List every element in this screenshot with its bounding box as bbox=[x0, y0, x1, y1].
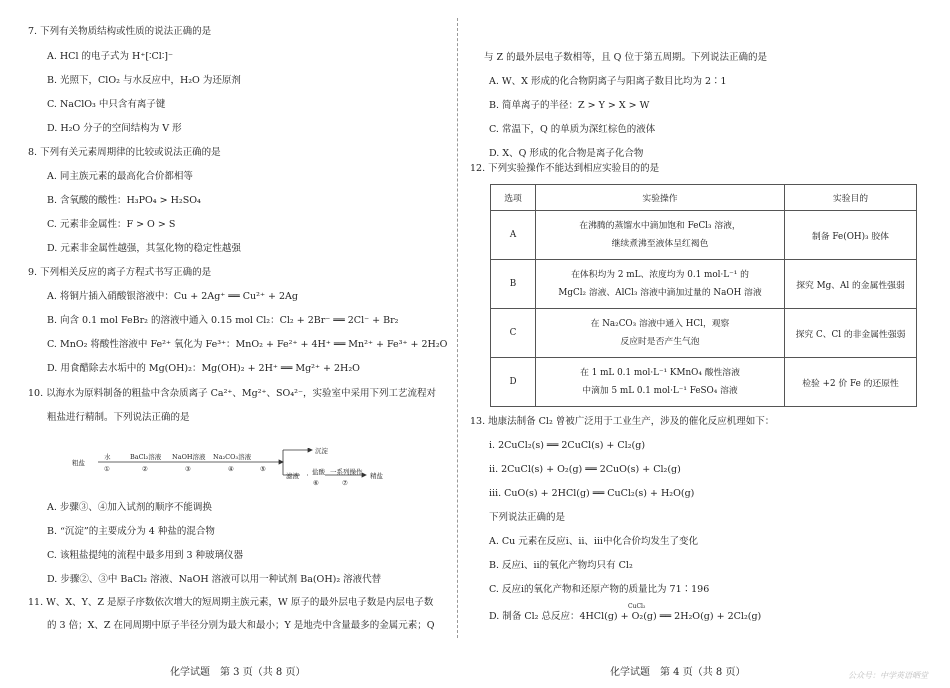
table-cell-goal: 制备 Fe(OH)₃ 胶体 bbox=[785, 211, 917, 260]
q13-option-b: B. 反应ⅰ、ⅱ的氧化产物均只有 Cl₂ bbox=[489, 560, 633, 571]
table-cell-option: C bbox=[491, 309, 536, 358]
flow-step1-reagent: 水 bbox=[104, 453, 111, 461]
flow-filtrate: 滤液 bbox=[286, 472, 299, 480]
flow-step4-reagent: Na₂CO₃溶液 bbox=[213, 453, 252, 461]
q12-table bbox=[490, 184, 917, 407]
q9-stem: 9. 下列相关反应的离子方程式书写正确的是 bbox=[28, 267, 212, 278]
q7-option-d: D. H₂O 分子的空间结构为 V 形 bbox=[47, 123, 182, 134]
table-row bbox=[491, 309, 917, 358]
table-cell-operation bbox=[536, 211, 785, 260]
q11-option-d: D. X、Q 形成的化合物是离子化合物 bbox=[489, 148, 644, 159]
q10-stem-line1: 10. 以海水为原料制备的粗盐中含杂质离子 Ca²⁺、Mg²⁺、SO₄²⁻，实验室中采用下列工艺流程对 bbox=[28, 388, 436, 399]
operation-line: 在体积均为 2 mL、浓度均为 0.1 mol·L⁻¹ 的 bbox=[571, 270, 749, 280]
q13-option-a: A. Cu 元素在反应ⅰ、ⅱ、ⅲ中化合价均发生了变化 bbox=[489, 536, 699, 547]
table-header-row bbox=[491, 185, 917, 211]
q13-question: 下列说法正确的是 bbox=[489, 512, 566, 523]
q11-option-a: A. W、X 形成的化合物阴离子与阳离子数目比均为 2∶1 bbox=[489, 76, 727, 87]
table-row bbox=[491, 260, 917, 309]
flow-step3-reagent: NaOH溶液 bbox=[172, 453, 206, 461]
q10-flow-chart bbox=[72, 448, 402, 486]
flow-start: 粗盐 bbox=[72, 459, 85, 467]
q10-stem-line2: 粗盐进行精制。下列说法正确的是 bbox=[47, 412, 190, 423]
q12-stem: 12. 下列实验操作不能达到相应实验目的的是 bbox=[470, 163, 660, 174]
watermark: 公众号：中学英语晒堂 bbox=[848, 671, 928, 680]
q13-option-d: D. 制备 Cl₂ 总反应：4HCl(g) + O₂(g) ══ 2H₂O(g) + 2Cl₂(g) bbox=[489, 611, 762, 622]
q11-stem-line3: 与 Z 的最外层电子数相等，且 Q 位于第五周期。下列说法正确的是 bbox=[484, 52, 767, 63]
q13-reaction-2: ⅱ. 2CuCl(s) + O₂(g) ══ 2CuO(s) + Cl₂(g) bbox=[489, 464, 681, 475]
operation-line: 反应时是否产生气泡 bbox=[620, 337, 700, 347]
table-cell-goal: 探究 Mg、Al 的金属性强弱 bbox=[785, 260, 917, 309]
flow-step7-reagent: 一系列操作 bbox=[330, 468, 363, 476]
table-cell-goal: 检验 +2 价 Fe 的还原性 bbox=[785, 358, 917, 407]
table-header: 实验操作 bbox=[536, 185, 785, 211]
operation-line: 在 Na₂CO₃ 溶液中通入 HCl，观察 bbox=[590, 319, 730, 329]
operation-line: 继续煮沸至液体呈红褐色 bbox=[611, 239, 709, 249]
q7-stem: 7. 下列有关物质结构或性质的说法正确的是 bbox=[28, 26, 212, 37]
table-cell-option: A bbox=[491, 211, 536, 260]
table-cell-goal: 探究 C、Cl 的非金属性强弱 bbox=[785, 309, 917, 358]
flow-step2-reagent: BaCl₂溶液 bbox=[130, 453, 162, 461]
q11-option-c: C. 常温下，Q 的单质为深红棕色的液体 bbox=[489, 124, 656, 135]
q9-option-d: D. 用食醋除去水垢中的 Mg(OH)₂：Mg(OH)₂ + 2H⁺ ══ Mg²⁺ + 2H₂O bbox=[47, 363, 360, 374]
flow-precipitate: 沉淀 bbox=[315, 447, 328, 455]
table-cell-option: D bbox=[491, 358, 536, 407]
table-cell-operation bbox=[536, 358, 785, 407]
q13-stem: 13. 地康法制备 Cl₂ 曾被广泛用于工业生产，涉及的催化反应机理如下： bbox=[470, 416, 775, 427]
q7-option-b: B. 光照下，ClO₂ 与水反应中，H₂O 为还原剂 bbox=[47, 75, 241, 86]
q9-option-c: C. MnO₂ 将酸性溶液中 Fe²⁺ 氧化为 Fe³⁺：MnO₂ + Fe²⁺ + 4H⁺ ══ Mn²⁺ + Fe³⁺ + 2H₂O bbox=[47, 339, 448, 350]
flow-step6-reagent: 盐酸 bbox=[312, 468, 325, 476]
q8-option-c: C. 元素非金属性：F > O > S bbox=[47, 219, 176, 230]
flow-step7-num: ⑦ bbox=[342, 479, 348, 487]
flow-step5-num: ⑤ bbox=[260, 465, 266, 473]
table-cell-operation bbox=[536, 309, 785, 358]
q8-option-a: A. 同主族元素的最高化合价都相等 bbox=[47, 171, 193, 182]
flow-step4-num: ④ bbox=[228, 465, 234, 473]
flow-step6-num: ⑥ bbox=[313, 479, 319, 487]
q8-option-b: B. 含氧酸的酸性：H₃PO₄ > H₂SO₄ bbox=[47, 195, 201, 206]
q8-option-d: D. 元素非金属性越强，其氢化物的稳定性越强 bbox=[47, 243, 241, 254]
q10-option-b: B. “沉淀”的主要成分为 4 种盐的混合物 bbox=[47, 526, 215, 537]
q8-stem: 8. 下列有关元素周期律的比较或说法正确的是 bbox=[28, 147, 221, 158]
q13-reaction-3: ⅲ. CuO(s) + 2HCl(g) ══ CuCl₂(s) + H₂O(g) bbox=[489, 488, 695, 499]
page-footer-3: 化学试题 第 3 页（共 8 页） bbox=[170, 667, 306, 678]
q10-option-d: D. 步骤②、③中 BaCl₂ 溶液、NaOH 溶液可以用一种试剂 Ba(OH)₂ 溶液代替 bbox=[47, 574, 382, 585]
q9-option-b: B. 向含 0.1 mol FeBr₂ 的溶液中通入 0.15 mol Cl₂：Cl₂ + 2Br⁻ ══ 2Cl⁻ + Br₂ bbox=[47, 315, 399, 326]
operation-line: 在沸腾的蒸馏水中滴加饱和 FeCl₃ 溶液， bbox=[579, 221, 741, 231]
q11-stem-line1: 11. W、X、Y、Z 是原子序数依次增大的短周期主族元素，W 原子的最外层电子数是内层电子数 bbox=[28, 597, 434, 608]
table-header: 实验目的 bbox=[785, 185, 917, 211]
table-row bbox=[491, 211, 917, 260]
q10-option-c: C. 该粗盐提纯的流程中最多用到 3 种玻璃仪器 bbox=[47, 550, 244, 561]
q10-option-a: A. 步骤③、④加入试剂的顺序不能调换 bbox=[47, 502, 212, 513]
q7-option-a: A. HCl 的电子式为 H⁺[∶Cl∶]⁻ bbox=[47, 51, 174, 62]
q13-option-c: C. 反应ⅰ的氧化产物和还原产物的质量比为 71∶196 bbox=[489, 584, 710, 595]
catalyst-label: CuCl₂ bbox=[628, 603, 646, 610]
flow-end: 精盐 bbox=[370, 472, 383, 480]
table-cell-operation bbox=[536, 260, 785, 309]
flow-step1-num: ① bbox=[104, 465, 110, 473]
q9-option-a: A. 将铜片插入硝酸银溶液中：Cu + 2Ag⁺ ══ Cu²⁺ + 2Ag bbox=[47, 291, 298, 302]
arrow-head bbox=[279, 460, 283, 464]
operation-line: 在 1 mL 0.1 mol·L⁻¹ KMnO₄ 酸性溶液 bbox=[580, 368, 740, 378]
flow-step2-num: ② bbox=[142, 465, 148, 473]
page-footer-4: 化学试题 第 4 页（共 8 页） bbox=[610, 667, 746, 678]
q11-stem-line2: 的 3 倍；X、Z 在同周期中原子半径分别为最大和最小；Y 是地壳中含量最多的金属元素；Q bbox=[47, 620, 435, 631]
q7-option-c: C. NaClO₃ 中只含有离子键 bbox=[47, 99, 166, 110]
table-row bbox=[491, 358, 917, 407]
operation-line: MgCl₂ 溶液、AlCl₃ 溶液中滴加过量的 NaOH 溶液 bbox=[558, 288, 762, 298]
operation-line: 中滴加 5 mL 0.1 mol·L⁻¹ FeSO₄ 溶液 bbox=[582, 386, 738, 396]
table-header: 选项 bbox=[491, 185, 536, 211]
table-cell-option: B bbox=[491, 260, 536, 309]
q13-reaction-1: ⅰ. 2CuCl₂(s) ══ 2CuCl(s) + Cl₂(g) bbox=[489, 440, 646, 451]
flow-step3-num: ③ bbox=[185, 465, 191, 473]
q11-option-b: B. 简单离子的半径：Z > Y > X > W bbox=[489, 100, 650, 111]
column-divider bbox=[457, 18, 458, 638]
